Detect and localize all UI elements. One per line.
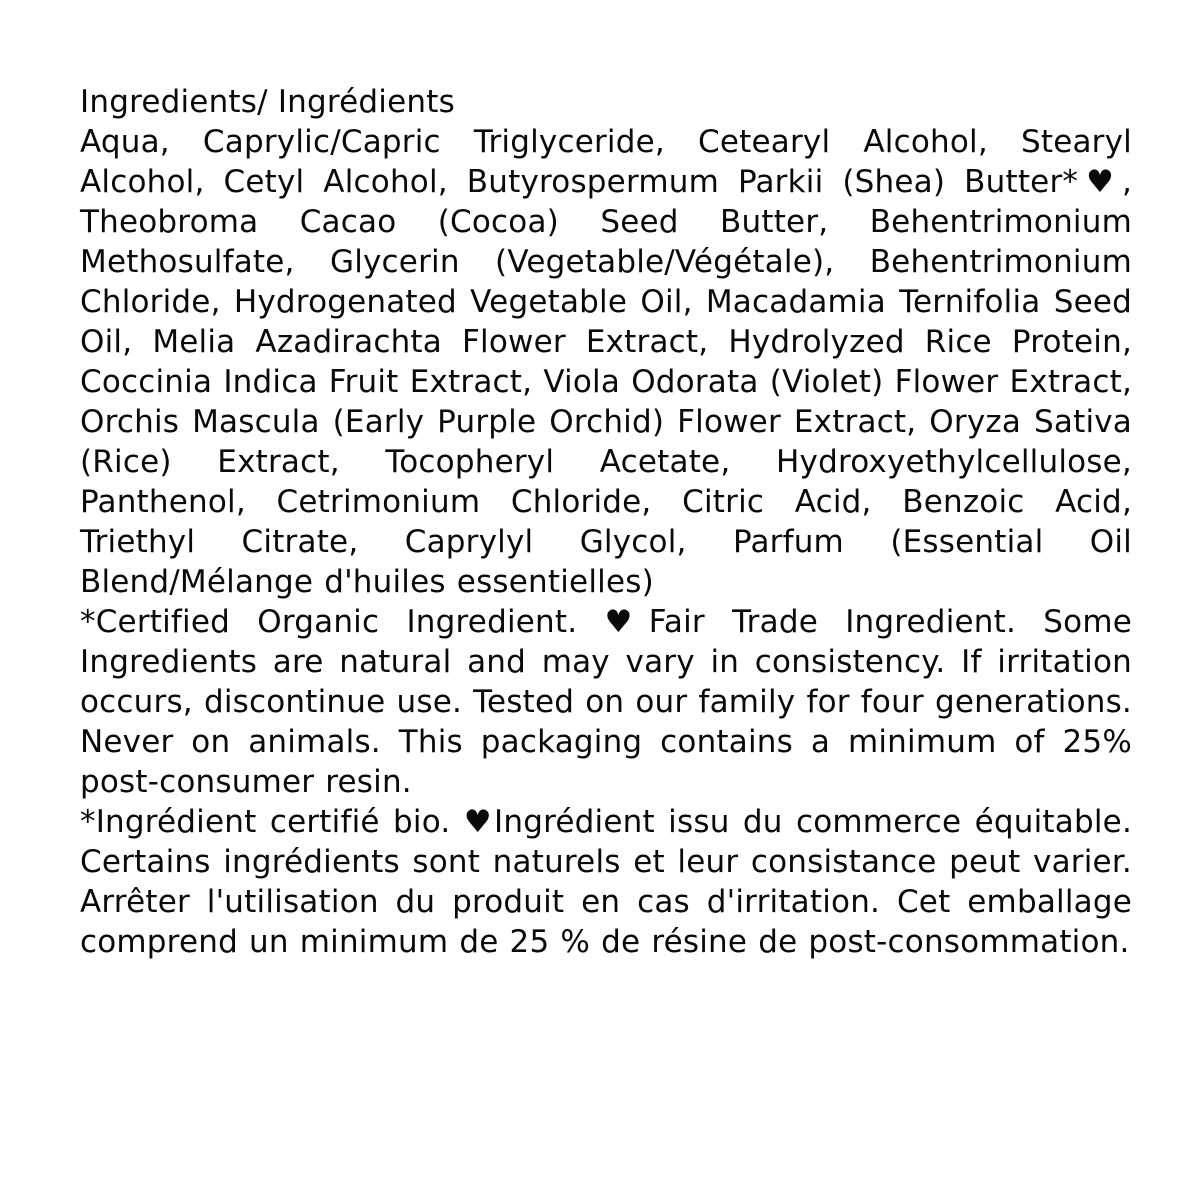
- ingredient-list: Aqua, Caprylic/Capric Triglyceride, Cetearyl Alcohol, Stearyl Alcohol, Cetyl Alcohol, Butyrospermum Parkii (Shea) Butter*♥, Theobroma Cacao (Cocoa) Seed Butter, Behentrimonium Methosulfate, Glycerin (Vegetable/Végétale), Behentrimonium Chloride, Hydrogenated Vegetable Oil, Macadamia Ternifolia Seed Oil, Melia Azadirachta Flower Extract, Hydrolyzed Rice Protein, Coccinia Indica Fruit Extract, Viola Odorata (Violet) Flower Extract, Orchis Mascula (Early Purple Orchid) Flower Extract, Oryza Sativa (Rice) Extract, Tocopheryl Acetate, Hydroxyethylcellulose, Panthenol, Cetrimonium Chloride, Citric Acid, Benzoic Acid, Triethyl Citrate, Caprylyl Glycol, Parfum (Essential Oil Blend/Mélange d'huiles essentielles): [80, 124, 1132, 600]
- ingredients-heading: Ingredients/ Ingrédients: [80, 84, 455, 120]
- french-notice: *Ingrédient certifié bio. ♥Ingrédient issu du commerce équitable. Certains ingrédients sont naturels et leur consistance peut varier. Arrêter l'utilisation du produit en cas d'irritation. Cet emballage comprend un minimum de 25 % de résine de post-consommation.: [80, 804, 1132, 960]
- ingredient-label: [80, 82, 1132, 962]
- english-notice: *Certified Organic Ingredient. ♥Fair Trade Ingredient. Some Ingredients are natural and may vary in consistency. If irritation occurs, discontinue use. Tested on our family for four generations. Never on animals. This packaging contains a minimum of 25% post-consumer resin.: [80, 604, 1132, 800]
